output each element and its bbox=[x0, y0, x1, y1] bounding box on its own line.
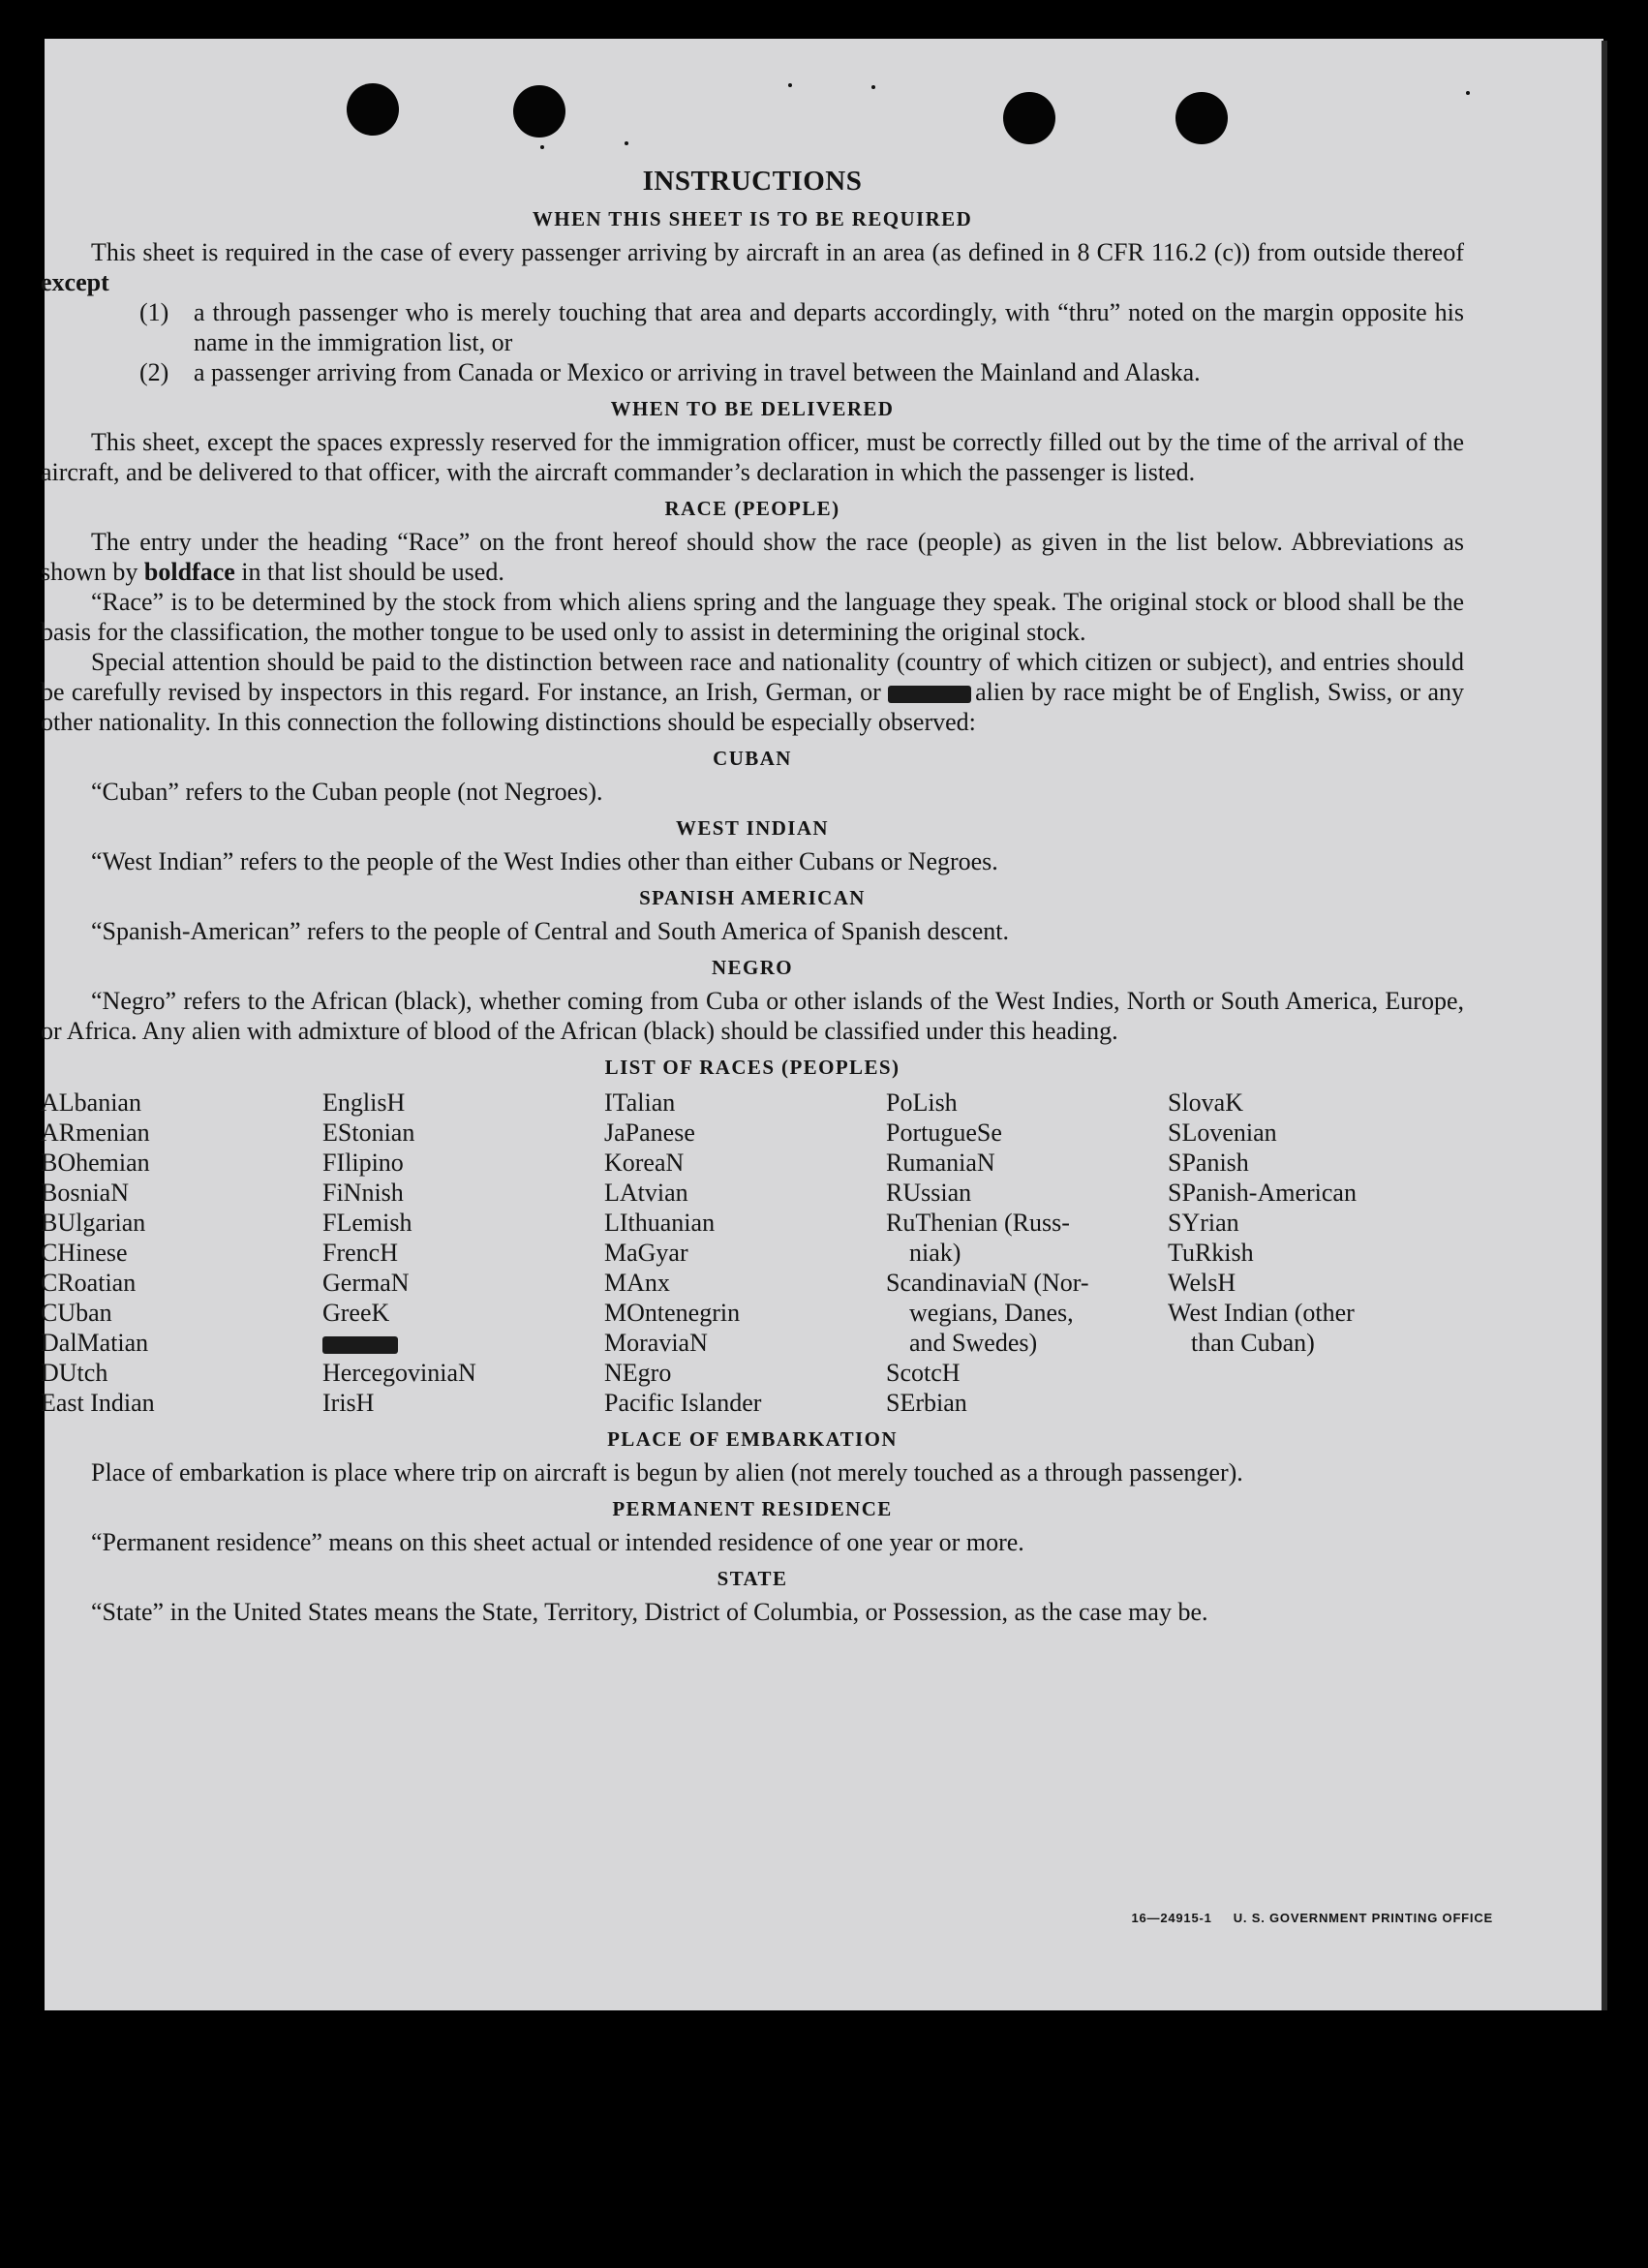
race-entry: FLemish bbox=[322, 1209, 412, 1237]
race-entry: RUssian bbox=[886, 1179, 972, 1207]
race-entry: DUtch bbox=[41, 1359, 108, 1387]
paragraph-spanish-american: “Spanish-American” refers to the people of Central and South America of Spanish descent. bbox=[91, 917, 1009, 945]
race-entry: PortugueSe bbox=[886, 1119, 1002, 1147]
race-entry: MoraviaN bbox=[604, 1329, 708, 1357]
heading-cuban: CUBAN bbox=[713, 747, 792, 770]
race-entry: SLovenian bbox=[1168, 1119, 1277, 1147]
race-entry: BOhemian bbox=[41, 1149, 150, 1177]
list-item bbox=[139, 297, 1464, 357]
race-entry: ITalian bbox=[604, 1088, 676, 1117]
paragraph-permanent-residence: “Permanent residence” means on this sheet actual or intended residence of one year or more. bbox=[91, 1528, 1024, 1556]
race-entry: NEgro bbox=[604, 1359, 672, 1387]
race-p1-after: in that list should be used. bbox=[241, 558, 504, 586]
race-entry: PoLish bbox=[886, 1088, 958, 1117]
race-entry-continued: wegians, Danes, bbox=[909, 1299, 1074, 1327]
race-entry-redacted bbox=[322, 1328, 604, 1358]
paragraph-race-3 bbox=[41, 647, 1464, 737]
race-entry: RumaniaN bbox=[886, 1149, 995, 1177]
race-entry: East Indian bbox=[41, 1389, 155, 1417]
heading-spanish-american: SPANISH AMERICAN bbox=[639, 886, 866, 909]
race-entry: ScotcH bbox=[886, 1359, 961, 1387]
race-entry: MOntenegrin bbox=[604, 1299, 741, 1327]
race-column bbox=[41, 1088, 322, 1418]
paragraph-when-required bbox=[41, 237, 1464, 297]
form-number: 16—24915-1 bbox=[1131, 1911, 1212, 1925]
except-bold: except bbox=[41, 268, 109, 296]
paragraph-embarkation: Place of embarkation is place where trip on aircraft is begun by alien (not merely touched as a through passenger). bbox=[91, 1458, 1243, 1486]
race-p3-before: Special attention should be paid to the distinction between race and nationality (country of which citizen or subject), and entries should be carefully revised by inspectors in this regard. For instance, an Irish, German, or bbox=[41, 648, 1464, 706]
paragraph-when-delivered: This sheet, except the spaces expressly reserved for the immigration officer, must be correctly filled out by the time of the arrival of the aircraft, and be delivered to that officer, with the aircraft commander’s declaration in which the passenger is listed. bbox=[41, 428, 1464, 486]
redaction-mark bbox=[322, 1336, 398, 1354]
heading-state: STATE bbox=[717, 1567, 788, 1590]
footer-print-code bbox=[1131, 1911, 1493, 1925]
race-entry: West Indian (other bbox=[1168, 1299, 1355, 1327]
race-p1-before: The entry under the heading “Race” on the front hereof should show the race (people) as given in the list below. Abbreviations as shown by bbox=[41, 528, 1464, 586]
race-entry: FrencH bbox=[322, 1239, 398, 1267]
race-entry-continued: than Cuban) bbox=[1191, 1329, 1315, 1357]
race-entry: CHinese bbox=[41, 1239, 128, 1267]
race-entry-continued: niak) bbox=[909, 1239, 961, 1267]
race-entry: IrisH bbox=[322, 1389, 375, 1417]
race-list bbox=[41, 1088, 1464, 1418]
race-entry: LIthuanian bbox=[604, 1209, 716, 1237]
item-text: a passenger arriving from Canada or Mexico or arriving in travel between the Mainland and Alaska. bbox=[194, 358, 1201, 386]
race-entry: RuThenian (Russ- bbox=[886, 1209, 1070, 1237]
sheet-shadow-edge bbox=[1602, 41, 1607, 2010]
paragraph-race-1 bbox=[41, 527, 1464, 587]
race-entry: TuRkish bbox=[1168, 1239, 1254, 1267]
race-entry: EStonian bbox=[322, 1119, 415, 1147]
race-entry: BosniaN bbox=[41, 1179, 129, 1207]
race-entry: FIlipino bbox=[322, 1149, 404, 1177]
when-required-intro: This sheet is required in the case of every passenger arriving by aircraft in an area (as defined in 8 CFR 116.2 (c)) from outside thereof bbox=[91, 238, 1464, 266]
race-entry: SErbian bbox=[886, 1389, 967, 1417]
heading-negro: NEGRO bbox=[711, 956, 793, 979]
race-entry: DalMatian bbox=[41, 1329, 149, 1357]
heading-when-delivered: WHEN TO BE DELIVERED bbox=[610, 397, 895, 420]
page-title: INSTRUCTIONS bbox=[642, 166, 863, 197]
race-entry: ARmenian bbox=[41, 1119, 150, 1147]
paragraph-cuban: “Cuban” refers to the Cuban people (not Negroes). bbox=[91, 778, 603, 806]
race-entry: LAtvian bbox=[604, 1179, 688, 1207]
race-column bbox=[604, 1088, 886, 1418]
race-entry: MaGyar bbox=[604, 1239, 688, 1267]
item-number: (1) bbox=[139, 298, 169, 326]
boldface-word: boldface bbox=[143, 558, 235, 586]
race-entry: Pacific Islander bbox=[604, 1389, 762, 1417]
paragraph-state: “State” in the United States means the State, Territory, District of Columbia, or Possession, as the case may be. bbox=[91, 1598, 1208, 1626]
item-number: (2) bbox=[139, 358, 169, 386]
paragraph-race-2: “Race” is to be determined by the stock from which aliens spring and the language they speak. The original stock or blood shall be the basis for the classification, the mother tongue to be used only to assist in determining the original stock. bbox=[41, 588, 1464, 646]
race-entry: ScandinaviaN (Nor- bbox=[886, 1269, 1089, 1297]
race-entry: GermaN bbox=[322, 1269, 410, 1297]
heading-race: RACE (PEOPLE) bbox=[664, 497, 840, 520]
speck bbox=[788, 83, 792, 87]
race-entry: CRoatian bbox=[41, 1269, 137, 1297]
race-entry: SPanish-American bbox=[1168, 1179, 1357, 1207]
printer-name: U. S. GOVERNMENT PRINTING OFFICE bbox=[1233, 1911, 1493, 1925]
instructions-content bbox=[41, 124, 1464, 1627]
race-column bbox=[1168, 1088, 1464, 1418]
race-entry: WelsH bbox=[1168, 1269, 1236, 1297]
race-p3-after: alien by race might be of English, Swiss, or any other nationality. In this connection the following distinctions should be especially observed: bbox=[41, 678, 1464, 736]
redaction-mark bbox=[888, 686, 971, 703]
race-column bbox=[886, 1088, 1168, 1418]
race-column bbox=[322, 1088, 604, 1418]
race-entry: MAnx bbox=[604, 1269, 670, 1297]
race-entry: SYrian bbox=[1168, 1209, 1239, 1237]
speck bbox=[1466, 91, 1470, 95]
race-entry: EnglisH bbox=[322, 1088, 406, 1117]
race-entry: JaPanese bbox=[604, 1119, 695, 1147]
race-entry: SlovaK bbox=[1168, 1088, 1243, 1117]
list-item bbox=[139, 357, 1464, 387]
race-entry: SPanish bbox=[1168, 1149, 1249, 1177]
heading-west-indian: WEST INDIAN bbox=[676, 816, 829, 840]
speck bbox=[871, 85, 875, 89]
race-entry: HercegoviniaN bbox=[322, 1359, 476, 1387]
race-entry: GreeK bbox=[322, 1299, 390, 1327]
race-entry: FiNnish bbox=[322, 1179, 404, 1207]
race-entry-continued: and Swedes) bbox=[909, 1329, 1038, 1357]
heading-list-of-races: LIST OF RACES (PEOPLES) bbox=[604, 1056, 900, 1079]
race-entry: CUban bbox=[41, 1299, 112, 1327]
paragraph-west-indian: “West Indian” refers to the people of the West Indies other than either Cubans or Negroes. bbox=[91, 847, 998, 875]
item-text: a through passenger who is merely touching that area and departs accordingly, with “thru” noted on the margin opposite his name in the immigration list, or bbox=[194, 298, 1464, 356]
race-entry: ALbanian bbox=[41, 1088, 141, 1117]
heading-when-required: WHEN THIS SHEET IS TO BE REQUIRED bbox=[532, 207, 973, 230]
paragraph-negro: “Negro” refers to the African (black), whether coming from Cuba or other islands of the West Indies, North or South America, Europe, or Africa. Any alien with admixture of blood of the African (black) should be classified under this heading. bbox=[41, 987, 1464, 1045]
heading-permanent-residence: PERMANENT RESIDENCE bbox=[612, 1497, 893, 1520]
heading-embarkation: PLACE OF EMBARKATION bbox=[607, 1427, 898, 1451]
race-entry: BUlgarian bbox=[41, 1209, 146, 1237]
race-entry: KoreaN bbox=[604, 1149, 685, 1177]
